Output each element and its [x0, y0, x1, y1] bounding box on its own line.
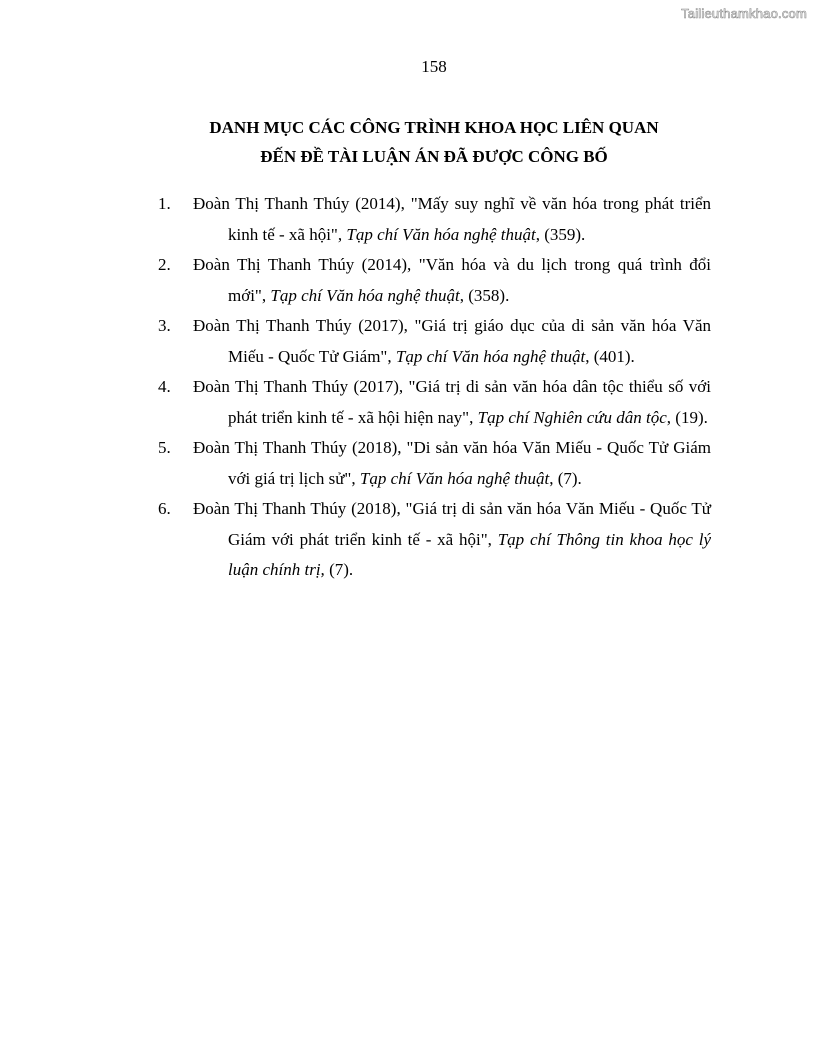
reference-journal: Tạp chí Văn hóa nghệ thuật: [359, 468, 550, 488]
reference-number: 3.: [158, 316, 171, 335]
reference-number: 6.: [158, 499, 171, 518]
reference-number: 2.: [158, 255, 171, 274]
page-title-line-2: ĐẾN ĐỀ TÀI LUẬN ÁN ĐÃ ĐƯỢC CÔNG BỐ: [260, 147, 608, 166]
reference-tail: , (19).: [666, 407, 708, 427]
reference-item: [158, 189, 711, 250]
reference-item: [158, 372, 711, 433]
page-number: 158: [421, 57, 447, 76]
reference-tail: , (358).: [459, 285, 510, 305]
reference-tail: (7).: [324, 560, 354, 579]
page-title-line-1: DANH MỤC CÁC CÔNG TRÌNH KHOA HỌC LIÊN QUAN: [209, 118, 659, 137]
reference-text: Đoàn Thị Thanh Thúy (2014), "Văn hóa và du lịch trong quá trình đổi mới",: [193, 255, 711, 305]
reference-journal: Tạp chí Văn hóa nghệ thuật: [346, 224, 536, 244]
reference-number: 1.: [158, 194, 171, 213]
reference-text: Đoàn Thị Thanh Thúy (2014), "Mấy suy nghĩ về văn hóa trong phát triển kinh tế - xã hội",: [193, 194, 711, 244]
reference-item: [158, 250, 711, 311]
reference-item: [158, 311, 711, 372]
reference-text: Đoàn Thị Thanh Thúy (2018), "Giá trị di sản văn hóa Văn Miếu - Quốc Tử Giám với phát triển kinh tế - xã hội",: [193, 499, 711, 549]
reference-list: [158, 189, 711, 586]
reference-item: [158, 494, 711, 586]
reference-tail: , (7).: [549, 468, 582, 488]
reference-journal: Tạp chí Thông tin khoa học lý luận chính trị,: [228, 529, 712, 579]
reference-text: Đoàn Thị Thanh Thúy (2017), "Giá trị giáo dục của di sản văn hóa Văn Miếu - Quốc Tử Giám",: [193, 316, 711, 366]
page-title: [0, 113, 816, 171]
watermark-text: Tailieuthamkhao.com: [681, 6, 807, 21]
reference-journal: Tạp chí Nghiên cứu dân tộc: [477, 407, 667, 427]
reference-item: [158, 433, 711, 494]
reference-text: Đoàn Thị Thanh Thúy (2018), "Di sản văn hóa Văn Miếu - Quốc Tử Giám với giá trị lịch sử",: [193, 438, 711, 488]
reference-number: 5.: [158, 438, 171, 457]
reference-tail: , (401).: [585, 346, 635, 366]
reference-journal: Tạp chí Văn hóa nghệ thuật: [270, 285, 460, 305]
reference-text: Đoàn Thị Thanh Thúy (2017), "Giá trị di sản văn hóa dân tộc thiểu số với phát triển kinh tế - xã hội hiện nay",: [193, 377, 711, 427]
reference-journal: Tạp chí Văn hóa nghệ thuật: [395, 346, 586, 366]
reference-tail: , (359).: [535, 224, 586, 244]
reference-number: 4.: [158, 377, 171, 396]
